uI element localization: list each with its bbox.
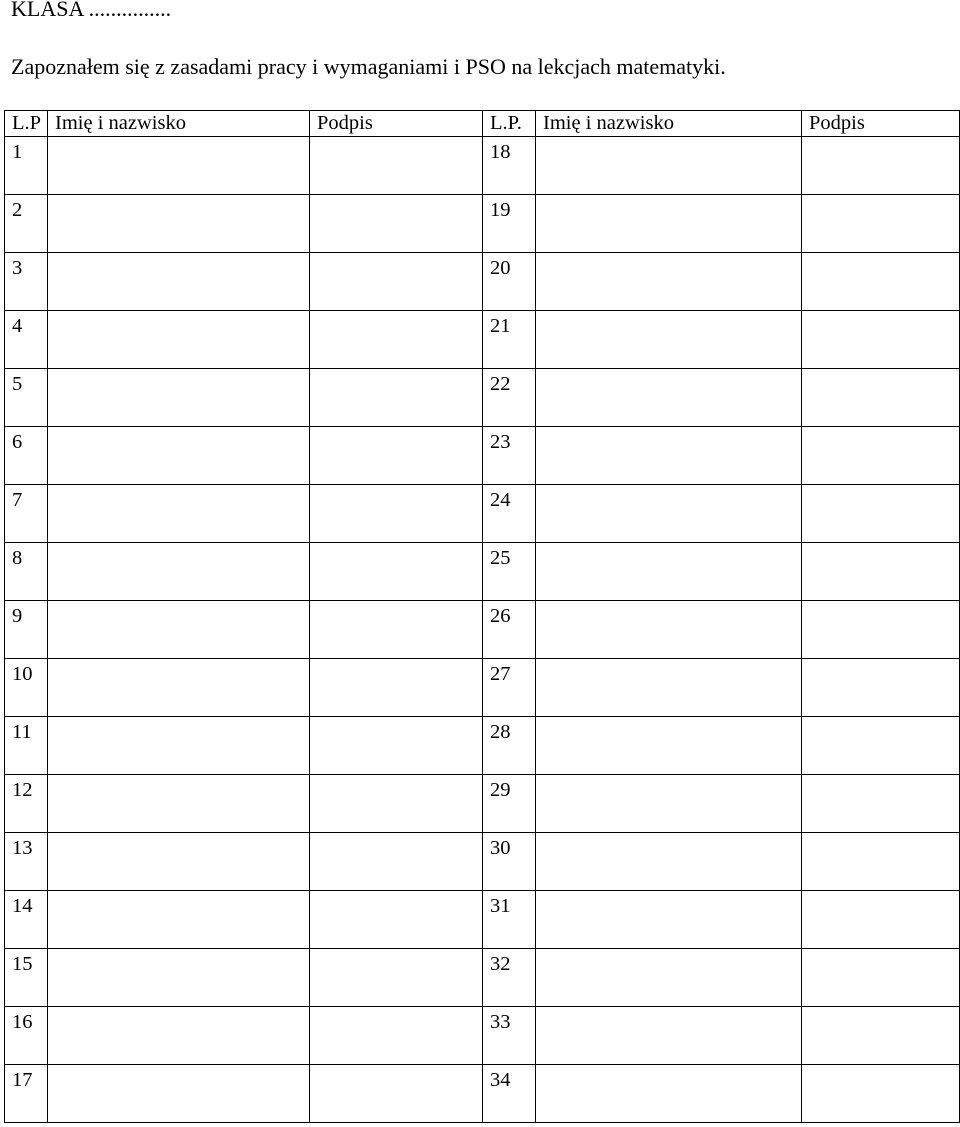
name-cell-left[interactable] xyxy=(48,833,310,891)
name-cell-right[interactable] xyxy=(536,833,802,891)
signature-cell-right[interactable] xyxy=(802,1065,960,1123)
row-number-right: 34 xyxy=(483,1065,536,1123)
signature-cell-right[interactable] xyxy=(802,1007,960,1065)
name-cell-left[interactable] xyxy=(48,311,310,369)
name-cell-left[interactable] xyxy=(48,775,310,833)
name-cell-right[interactable] xyxy=(536,253,802,311)
signature-cell-right[interactable] xyxy=(802,659,960,717)
signature-cell-left[interactable] xyxy=(310,775,483,833)
row-number-left: 8 xyxy=(5,543,48,601)
signature-cell-left[interactable] xyxy=(310,891,483,949)
name-cell-right[interactable] xyxy=(536,601,802,659)
signature-cell-left[interactable] xyxy=(310,311,483,369)
signature-cell-left[interactable] xyxy=(310,833,483,891)
signature-cell-right[interactable] xyxy=(802,775,960,833)
name-cell-left[interactable] xyxy=(48,137,310,195)
row-number-right: 33 xyxy=(483,1007,536,1065)
signature-cell-right[interactable] xyxy=(802,311,960,369)
row-number-left: 2 xyxy=(5,195,48,253)
name-cell-left[interactable] xyxy=(48,369,310,427)
row-number-right: 21 xyxy=(483,311,536,369)
row-number-left: 13 xyxy=(5,833,48,891)
name-cell-right[interactable] xyxy=(536,775,802,833)
name-cell-left[interactable] xyxy=(48,659,310,717)
signature-cell-left[interactable] xyxy=(310,195,483,253)
row-number-left: 14 xyxy=(5,891,48,949)
signature-table xyxy=(4,110,960,1123)
table-row xyxy=(5,543,960,601)
name-cell-left[interactable] xyxy=(48,1007,310,1065)
row-number-right: 31 xyxy=(483,891,536,949)
name-cell-right[interactable] xyxy=(536,891,802,949)
name-cell-right[interactable] xyxy=(536,311,802,369)
signature-cell-left[interactable] xyxy=(310,369,483,427)
table-row xyxy=(5,253,960,311)
row-number-left: 6 xyxy=(5,427,48,485)
signature-cell-right[interactable] xyxy=(802,485,960,543)
name-cell-right[interactable] xyxy=(536,195,802,253)
signature-cell-left[interactable] xyxy=(310,485,483,543)
signature-cell-right[interactable] xyxy=(802,195,960,253)
name-cell-left[interactable] xyxy=(48,253,310,311)
table-row xyxy=(5,1065,960,1123)
signature-cell-right[interactable] xyxy=(802,601,960,659)
name-cell-right[interactable] xyxy=(536,949,802,1007)
name-cell-right[interactable] xyxy=(536,427,802,485)
signature-cell-right[interactable] xyxy=(802,891,960,949)
row-number-left: 12 xyxy=(5,775,48,833)
row-number-right: 22 xyxy=(483,369,536,427)
row-number-left: 17 xyxy=(5,1065,48,1123)
name-cell-left[interactable] xyxy=(48,891,310,949)
signature-cell-left[interactable] xyxy=(310,717,483,775)
name-cell-right[interactable] xyxy=(536,137,802,195)
signature-cell-left[interactable] xyxy=(310,137,483,195)
row-number-left: 9 xyxy=(5,601,48,659)
table-row xyxy=(5,195,960,253)
header-left-number: L.P xyxy=(5,111,48,137)
row-number-left: 16 xyxy=(5,1007,48,1065)
table-row xyxy=(5,833,960,891)
name-cell-right[interactable] xyxy=(536,659,802,717)
table-row xyxy=(5,485,960,543)
signature-cell-left[interactable] xyxy=(310,427,483,485)
header-left-name: Imię i nazwisko xyxy=(48,111,310,137)
row-number-left: 3 xyxy=(5,253,48,311)
row-number-left: 15 xyxy=(5,949,48,1007)
row-number-right: 25 xyxy=(483,543,536,601)
signature-cell-left[interactable] xyxy=(310,949,483,1007)
header-right-signature: Podpis xyxy=(802,111,960,137)
name-cell-left[interactable] xyxy=(48,485,310,543)
acknowledgement-statement: Zapoznałem się z zasadami pracy i wymaganiami i PSO na lekcjach matematyki. xyxy=(11,54,726,79)
signature-cell-right[interactable] xyxy=(802,137,960,195)
row-number-left: 10 xyxy=(5,659,48,717)
name-cell-left[interactable] xyxy=(48,717,310,775)
name-cell-left[interactable] xyxy=(48,1065,310,1123)
signature-cell-right[interactable] xyxy=(802,369,960,427)
row-number-left: 11 xyxy=(5,717,48,775)
signature-cell-left[interactable] xyxy=(310,543,483,601)
name-cell-right[interactable] xyxy=(536,485,802,543)
row-number-right: 29 xyxy=(483,775,536,833)
name-cell-left[interactable] xyxy=(48,543,310,601)
header-left-signature: Podpis xyxy=(310,111,483,137)
name-cell-right[interactable] xyxy=(536,1007,802,1065)
table-row xyxy=(5,659,960,717)
row-number-right: 27 xyxy=(483,659,536,717)
row-number-right: 20 xyxy=(483,253,536,311)
signature-cell-right[interactable] xyxy=(802,543,960,601)
signature-cell-right[interactable] xyxy=(802,949,960,1007)
row-number-right: 18 xyxy=(483,137,536,195)
row-number-right: 30 xyxy=(483,833,536,891)
row-number-right: 28 xyxy=(483,717,536,775)
row-number-left: 4 xyxy=(5,311,48,369)
name-cell-left[interactable] xyxy=(48,949,310,1007)
class-label: KLASA ............... xyxy=(11,0,172,21)
table-row xyxy=(5,137,960,195)
name-cell-left[interactable] xyxy=(48,601,310,659)
name-cell-right[interactable] xyxy=(536,717,802,775)
name-cell-right[interactable] xyxy=(536,543,802,601)
table-row xyxy=(5,1007,960,1065)
row-number-left: 5 xyxy=(5,369,48,427)
table-row xyxy=(5,601,960,659)
row-number-right: 26 xyxy=(483,601,536,659)
table-row xyxy=(5,717,960,775)
header-right-number: L.P. xyxy=(483,111,536,137)
table-row xyxy=(5,949,960,1007)
table-row xyxy=(5,369,960,427)
row-number-left: 1 xyxy=(5,137,48,195)
row-number-right: 23 xyxy=(483,427,536,485)
table-row xyxy=(5,427,960,485)
row-number-right: 32 xyxy=(483,949,536,1007)
signature-cell-left[interactable] xyxy=(310,659,483,717)
signature-cell-right[interactable] xyxy=(802,717,960,775)
header-right-name: Imię i nazwisko xyxy=(536,111,802,137)
signature-cell-left[interactable] xyxy=(310,1065,483,1123)
signature-cell-left[interactable] xyxy=(310,601,483,659)
name-cell-right[interactable] xyxy=(536,369,802,427)
signature-cell-right[interactable] xyxy=(802,253,960,311)
header-row xyxy=(5,111,960,137)
signature-table-header xyxy=(5,111,960,137)
row-number-left: 7 xyxy=(5,485,48,543)
row-number-right: 24 xyxy=(483,485,536,543)
row-number-right: 19 xyxy=(483,195,536,253)
signature-cell-left[interactable] xyxy=(310,253,483,311)
name-cell-left[interactable] xyxy=(48,195,310,253)
name-cell-right[interactable] xyxy=(536,1065,802,1123)
table-row xyxy=(5,311,960,369)
signature-cell-right[interactable] xyxy=(802,833,960,891)
table-row xyxy=(5,891,960,949)
table-row xyxy=(5,775,960,833)
signature-table-body xyxy=(5,137,960,1123)
name-cell-left[interactable] xyxy=(48,427,310,485)
signature-cell-left[interactable] xyxy=(310,1007,483,1065)
signature-cell-right[interactable] xyxy=(802,427,960,485)
